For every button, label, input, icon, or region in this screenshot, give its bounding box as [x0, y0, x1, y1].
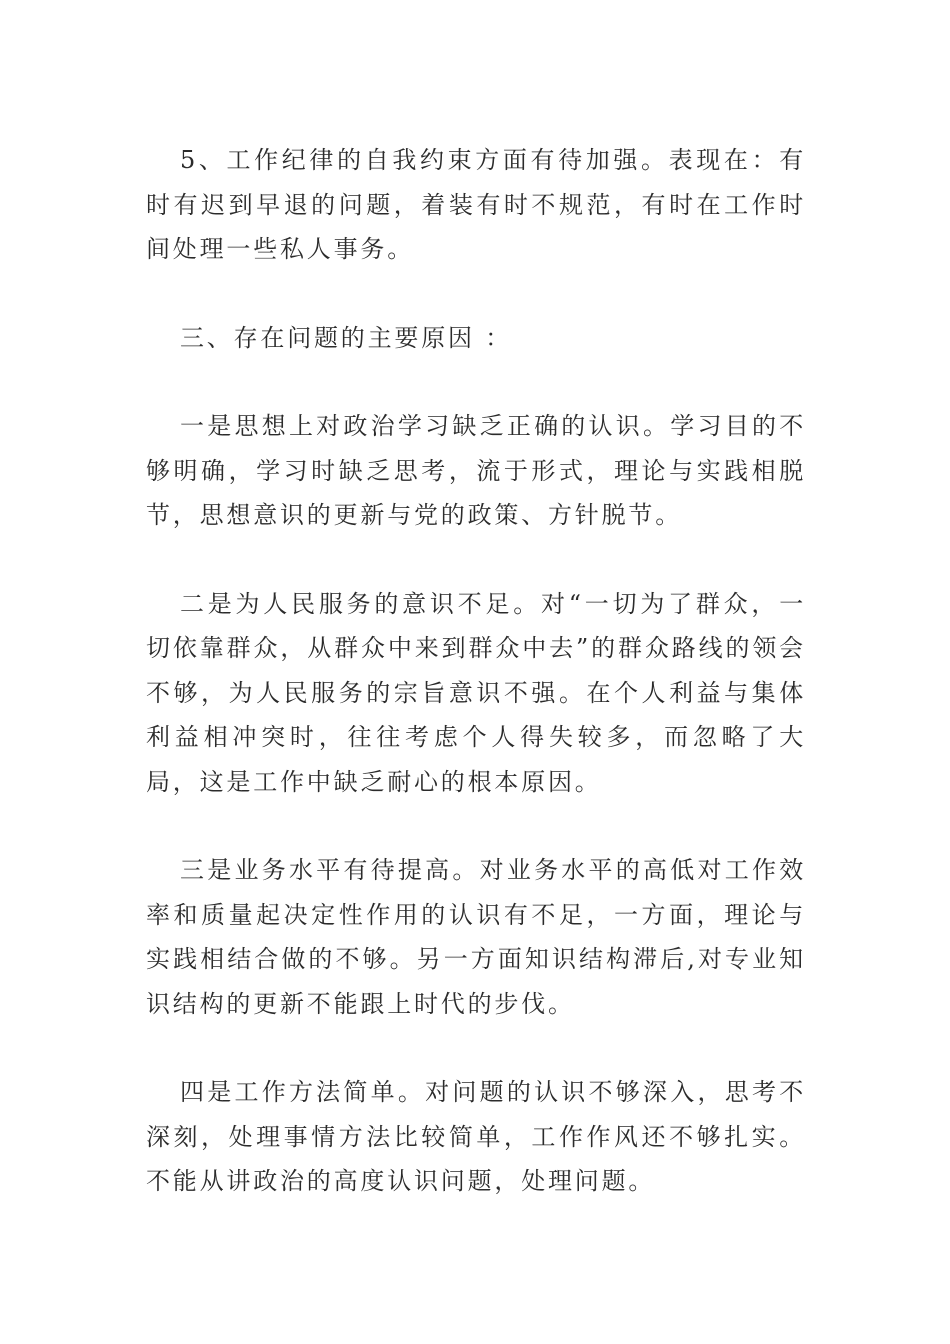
paragraph-gap: [146, 272, 806, 316]
paragraph-cause-2: 二是为人民服务的意识不足。对“一切为了群众，一切依靠群众，从群众中来到群众中去”的群众路线的领会不够，为人民服务的宗旨意识不强。在个人利益与集体利益相冲突时，往往考虑个人得失较多，而忽略了大局，这是工作中缺乏耐心的根本原因。: [146, 589, 806, 796]
paragraph-gap: [146, 360, 806, 404]
document-body: [146, 138, 806, 1204]
section-heading-main-causes: 三、存在问题的主要原因 ：: [180, 323, 513, 352]
paragraph-gap: [146, 1026, 806, 1070]
paragraph-gap: [146, 804, 806, 848]
paragraph-cause-1: 一是思想上对政治学习缺乏正确的认识。学习目的不够明确，学习时缺乏思考，流于形式，理论与实践相脱节，思想意识的更新与党的政策、方针脱节。: [146, 412, 806, 529]
paragraph-cause-3: 三是业务水平有待提高。对业务水平的高低对工作效率和质量起决定性作用的认识有不足，一方面，理论与实践相结合做的不够。另一方面知识结构滞后,对专业知识结构的更新不能跟上时代的步伐。: [146, 856, 806, 1018]
paragraph-cause-4: 四是工作方法简单。对问题的认识不够深入，思考不深刻，处理事情方法比较简单，工作作风还不够扎实。不能从讲政治的高度认识问题，处理问题。: [146, 1078, 806, 1195]
paragraph-gap: [146, 538, 806, 582]
paragraph-discipline: 5、工作纪律的自我约束方面有待加强。表现在：有时有迟到早退的问题，着装有时不规范，有时在工作时间处理一些私人事务。: [146, 146, 806, 263]
